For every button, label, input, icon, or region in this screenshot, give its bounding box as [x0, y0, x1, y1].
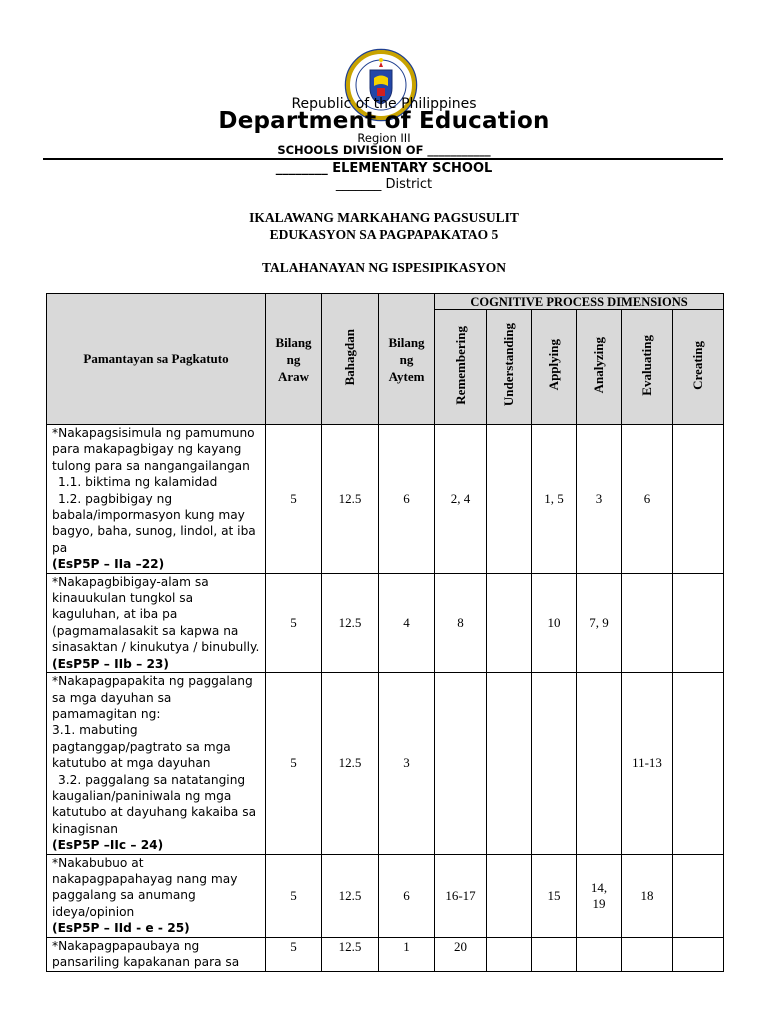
- competency-line: 3.1. mabuting: [52, 723, 138, 738]
- understanding-cell: [487, 425, 532, 574]
- header-days: [266, 294, 322, 425]
- items-cell: 1: [379, 937, 435, 971]
- evaluating-cell: 6: [622, 425, 673, 574]
- items-cell: 6: [379, 854, 435, 937]
- competency-code: (EsP5P –IIc – 24): [52, 838, 164, 853]
- header-competency: Pamantayan sa Pagkatuto: [47, 294, 266, 425]
- competency-cell: [47, 425, 266, 574]
- header-items-label: Bilang ng Aytem: [388, 334, 425, 384]
- understanding-cell: [487, 937, 532, 971]
- remembering-cell: 16-17: [435, 854, 487, 937]
- header-understanding-label: Understanding: [501, 323, 516, 407]
- days-cell: 5: [266, 854, 322, 937]
- header-analyzing-label: Analyzing: [591, 336, 606, 394]
- competency-line: tulong para sa nangangailangan: [52, 458, 250, 473]
- table-row: [47, 854, 724, 937]
- days-cell: 5: [266, 673, 322, 854]
- competency-line: sa mga dayuhan sa: [52, 690, 172, 705]
- header-divider: [43, 158, 723, 160]
- republic-heading: Republic of the Philippines: [291, 96, 477, 112]
- analyzing-cell: 3: [577, 425, 622, 574]
- header-analyzing: [577, 310, 622, 425]
- header-creating: [673, 310, 724, 425]
- header-understanding: [487, 310, 532, 425]
- percent-cell: 12.5: [322, 854, 379, 937]
- school-heading: ________ ELEMENTARY SCHOOL: [275, 161, 493, 176]
- competency-line: katutubo at dayuhang kakaiba sa: [52, 805, 257, 820]
- competency-code: (EsP5P – IIb – 23): [52, 656, 169, 671]
- applying-cell: [532, 673, 577, 854]
- competency-line: 1.2. pagbibigay ng: [58, 491, 173, 506]
- creating-cell: [673, 573, 724, 672]
- percent-cell: 12.5: [322, 937, 379, 971]
- competency-line: kinauukulan tungkol sa: [52, 591, 194, 606]
- specification-table: [46, 293, 724, 972]
- creating-cell: [673, 937, 724, 971]
- creating-cell: [673, 854, 724, 937]
- competency-line: bagyo, baha, sunog, lindol, at iba: [52, 524, 256, 539]
- competency-code: (EsP5P – IIa –22): [52, 557, 165, 572]
- table-row: [47, 673, 724, 854]
- percent-cell: 12.5: [322, 425, 379, 574]
- competency-cell: [47, 937, 266, 971]
- remembering-cell: 8: [435, 573, 487, 672]
- evaluating-cell: [622, 573, 673, 672]
- analyzing-value: 14,: [590, 879, 608, 895]
- creating-cell: [673, 425, 724, 574]
- items-cell: 3: [379, 673, 435, 854]
- competency-line: sinasaktan / kinukutya / binubully.: [52, 640, 260, 655]
- competency-cell: [47, 854, 266, 937]
- items-cell: 6: [379, 425, 435, 574]
- subject-title: EDUKASYON SA PAGPAPAKATAO 5: [269, 227, 499, 242]
- remembering-cell: [435, 673, 487, 854]
- competency-code: (EsP5P – IId - e - 25): [52, 921, 190, 936]
- days-cell: 5: [266, 425, 322, 574]
- competency-line: para makapagbigay ng kayang: [52, 442, 242, 457]
- competency-line: pa: [52, 540, 68, 555]
- understanding-cell: [487, 573, 532, 672]
- competency-line: ideya/opinion: [52, 904, 135, 919]
- competency-line: paggalang sa anumang: [52, 888, 196, 903]
- header-percent-label: Bahagdan: [342, 328, 357, 386]
- competency-cell: [47, 673, 266, 854]
- header-creating-label: Creating: [690, 340, 706, 390]
- exam-title: IKALAWANG MARKAHANG PAGSUSULIT: [249, 210, 519, 225]
- competency-line: *Nakapagpapaubaya ng: [52, 938, 200, 953]
- evaluating-cell: [622, 937, 673, 971]
- table-row: [47, 937, 724, 971]
- region-heading: Region III: [357, 131, 411, 145]
- competency-line: 1.1. biktima ng kalamidad: [58, 475, 218, 490]
- table-row: [47, 425, 724, 574]
- days-cell: 5: [266, 573, 322, 672]
- header-remembering: [435, 310, 487, 425]
- competency-line: katutubo at mga dayuhan: [52, 756, 211, 771]
- division-heading: SCHOOLS DIVISION OF ___________: [277, 143, 491, 157]
- competency-line: *Nakapagpapakita ng paggalang: [52, 674, 253, 689]
- remembering-cell: 20: [435, 937, 487, 971]
- creating-cell: [673, 673, 724, 854]
- header-days-label: Bilang ng Araw: [275, 334, 312, 384]
- district-heading: _______ District: [335, 177, 433, 192]
- remembering-cell: 2, 4: [435, 425, 487, 574]
- table-title: TALAHANAYAN NG ISPESIPIKASYON: [261, 260, 507, 275]
- applying-cell: 1, 5: [532, 425, 577, 574]
- days-cell: 5: [266, 937, 322, 971]
- percent-cell: 12.5: [322, 673, 379, 854]
- applying-cell: 15: [532, 854, 577, 937]
- competency-line: kaguluhan, at iba pa: [52, 607, 178, 622]
- competency-line: 3.2. paggalang sa natatanging: [58, 772, 246, 787]
- competency-line: *Nakapagsisimula ng pamumuno: [52, 426, 255, 440]
- understanding-cell: [487, 673, 532, 854]
- competency-line: kinagisnan: [52, 821, 119, 836]
- competency-line: kaugalian/paniniwala ng mga: [52, 788, 232, 803]
- analyzing-value: 19: [592, 895, 606, 911]
- header-applying-label: Applying: [546, 339, 561, 391]
- competency-line: pamamagitan ng:: [52, 706, 161, 721]
- competency-line: babala/impormasyon kung may: [52, 508, 245, 523]
- header-applying: [532, 310, 577, 425]
- header-evaluating-label: Evaluating: [639, 334, 654, 396]
- evaluating-cell: 11-13: [622, 673, 673, 854]
- understanding-cell: [487, 854, 532, 937]
- analyzing-cell: 7, 9: [577, 573, 622, 672]
- analyzing-cell: [577, 937, 622, 971]
- header-evaluating: [622, 310, 673, 425]
- competency-line: pansariling kapakanan para sa: [52, 955, 240, 969]
- competency-line: *Nakabubuo at: [52, 855, 144, 870]
- evaluating-cell: 18: [622, 854, 673, 937]
- applying-cell: [532, 937, 577, 971]
- percent-cell: 12.5: [322, 573, 379, 672]
- analyzing-cell: [577, 854, 622, 937]
- items-cell: 4: [379, 573, 435, 672]
- table-row: [47, 573, 724, 672]
- header-percent: [322, 294, 379, 425]
- competency-line: *Nakapagbibigay-alam sa: [52, 574, 209, 589]
- header-remembering-label: Remembering: [452, 325, 468, 405]
- header-items: [379, 294, 435, 425]
- department-heading: Department of Education: [218, 108, 550, 134]
- competency-line: nakapagpapahayag nang may: [52, 871, 238, 886]
- analyzing-cell: [577, 673, 622, 854]
- competency-line: (pagmamalasakit sa kapwa na: [52, 623, 239, 638]
- applying-cell: 10: [532, 573, 577, 672]
- competency-line: pagtanggap/pagtrato sa mga: [52, 739, 231, 754]
- header-cognitive-dimensions: COGNITIVE PROCESS DIMENSIONS: [435, 294, 724, 310]
- competency-cell: [47, 573, 266, 672]
